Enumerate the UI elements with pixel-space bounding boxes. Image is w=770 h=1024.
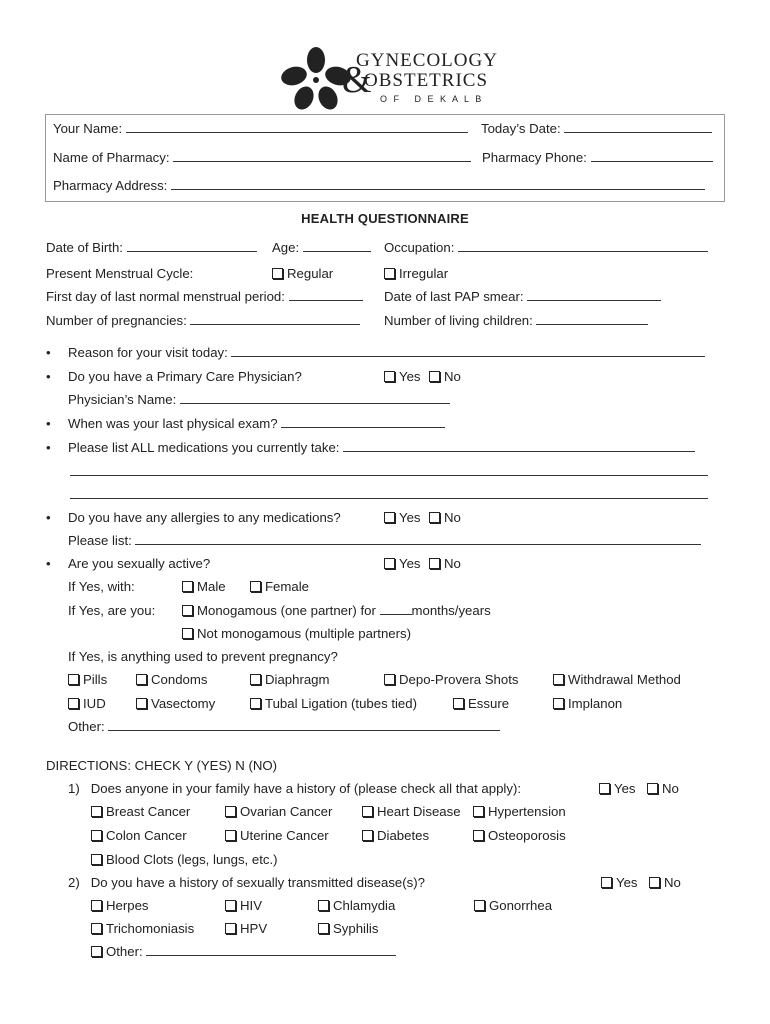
bc-diaphragm-checkbox[interactable] bbox=[250, 672, 330, 688]
physician-name-line[interactable] bbox=[180, 392, 450, 404]
fh-checkbox[interactable] bbox=[91, 804, 190, 820]
fh-label: Osteoporosis bbox=[488, 828, 566, 843]
no-label: No bbox=[444, 556, 461, 571]
your-name-field[interactable] bbox=[53, 121, 468, 137]
menstrual-label: Present Menstrual Cycle: bbox=[46, 266, 194, 281]
checkbox-icon bbox=[599, 783, 610, 794]
monogamous-checkbox[interactable] bbox=[182, 603, 491, 619]
irregular-checkbox[interactable] bbox=[384, 266, 448, 282]
last-exam-line[interactable] bbox=[281, 416, 445, 428]
male-checkbox[interactable] bbox=[182, 579, 226, 595]
children-line[interactable] bbox=[536, 313, 648, 325]
months-years-label: months/years bbox=[411, 603, 491, 618]
children-label: Number of living children: bbox=[384, 313, 533, 328]
months-line[interactable] bbox=[380, 603, 412, 615]
reason-label: Reason for your visit today: bbox=[68, 345, 228, 360]
if-yes-are-you-label: If Yes, are you: bbox=[68, 603, 156, 618]
bc-label: Essure bbox=[468, 696, 510, 711]
yes-label: Yes bbox=[616, 875, 638, 890]
std-label: Trichomoniasis bbox=[106, 921, 195, 936]
pcp-yes-checkbox[interactable] bbox=[384, 369, 421, 385]
checkbox-icon bbox=[453, 698, 464, 709]
checkbox-icon bbox=[601, 877, 612, 888]
checkbox-icon bbox=[91, 923, 102, 934]
female-label: Female bbox=[265, 579, 309, 594]
bc-tubal-checkbox[interactable] bbox=[250, 696, 417, 712]
pregnancies-field[interactable] bbox=[46, 313, 360, 329]
std-no-checkbox[interactable] bbox=[649, 875, 681, 891]
checkbox-icon bbox=[272, 268, 283, 279]
checkbox-icon bbox=[91, 946, 102, 957]
active-no-checkbox[interactable] bbox=[429, 556, 461, 572]
checkbox-icon bbox=[429, 512, 440, 523]
checkbox-icon bbox=[182, 581, 193, 592]
std-label: Chlamydia bbox=[333, 898, 396, 913]
allergies-list-line[interactable] bbox=[135, 533, 701, 545]
dob-line[interactable] bbox=[127, 240, 257, 252]
checkbox-icon bbox=[384, 268, 395, 279]
std-checkbox[interactable] bbox=[474, 898, 552, 914]
checkbox-icon bbox=[362, 830, 373, 841]
bc-label: Pills bbox=[83, 672, 108, 687]
yes-label: Yes bbox=[399, 510, 421, 525]
other-line[interactable] bbox=[108, 719, 500, 731]
checkbox-icon bbox=[136, 674, 147, 685]
family-yes-checkbox[interactable] bbox=[599, 781, 636, 797]
regular-checkbox[interactable] bbox=[272, 266, 333, 282]
std-checkbox[interactable] bbox=[318, 921, 378, 937]
bc-withdrawal-checkbox[interactable] bbox=[553, 672, 681, 688]
pcp-question: Do you have a Primary Care Physician? bbox=[68, 369, 302, 384]
bc-label: Implanon bbox=[568, 696, 623, 711]
no-label: No bbox=[662, 781, 679, 796]
no-label: No bbox=[444, 510, 461, 525]
fh-label: Hypertension bbox=[488, 804, 566, 819]
pharmacy-name-label: Name of Pharmacy: bbox=[53, 150, 170, 165]
first-day-field[interactable] bbox=[46, 289, 363, 305]
reason-field[interactable] bbox=[68, 345, 705, 361]
std-checkbox[interactable] bbox=[225, 921, 267, 937]
std-question: 2) Do you have a history of sexually transmitted disease(s)? bbox=[68, 875, 425, 890]
not-monogamous-label: Not monogamous (multiple partners) bbox=[197, 626, 412, 641]
physician-name-field[interactable] bbox=[68, 392, 450, 408]
checkbox-icon bbox=[91, 854, 102, 865]
bc-label: Withdrawal Method bbox=[568, 672, 681, 687]
std-checkbox[interactable] bbox=[91, 921, 194, 937]
pharmacy-address-field[interactable] bbox=[53, 178, 705, 194]
checkbox-icon bbox=[318, 923, 329, 934]
checkbox-icon bbox=[384, 674, 395, 685]
checkbox-icon bbox=[91, 900, 102, 911]
checkbox-icon bbox=[250, 581, 261, 592]
pregnancies-line[interactable] bbox=[190, 313, 360, 325]
dob-label: Date of Birth: bbox=[46, 240, 123, 255]
todays-date-label: Today’s Date: bbox=[481, 121, 561, 136]
checkbox-icon bbox=[473, 830, 484, 841]
checkbox-icon bbox=[136, 698, 147, 709]
bullet: • bbox=[46, 416, 51, 431]
std-checkbox[interactable] bbox=[225, 898, 262, 914]
fh-checkbox[interactable] bbox=[362, 828, 429, 844]
yes-label: Yes bbox=[614, 781, 636, 796]
bullet: • bbox=[46, 556, 51, 571]
pharmacy-phone-line[interactable] bbox=[591, 150, 713, 162]
yes-label: Yes bbox=[399, 556, 421, 571]
std-label: HPV bbox=[240, 921, 268, 936]
fh-label: Heart Disease bbox=[377, 804, 461, 819]
checkbox-icon bbox=[649, 877, 660, 888]
checkbox-icon bbox=[91, 830, 102, 841]
bc-label: Depo-Provera Shots bbox=[399, 672, 519, 687]
pharmacy-phone-field[interactable] bbox=[482, 150, 713, 166]
no-label: No bbox=[664, 875, 681, 890]
directions-heading: DIRECTIONS: CHECK Y (YES) N (NO) bbox=[46, 758, 278, 773]
your-name-label: Your Name: bbox=[53, 121, 123, 136]
std-yes-checkbox[interactable] bbox=[601, 875, 638, 891]
medications-line-3[interactable] bbox=[70, 487, 708, 503]
std-label: HIV bbox=[240, 898, 262, 913]
std-other-field[interactable] bbox=[91, 944, 396, 960]
fh-label: Breast Cancer bbox=[106, 804, 191, 819]
checkbox-icon bbox=[473, 806, 484, 817]
practice-logo bbox=[280, 44, 498, 116]
bc-vasectomy-checkbox[interactable] bbox=[136, 696, 215, 712]
fh-label: Ovarian Cancer bbox=[240, 804, 333, 819]
active-yes-checkbox[interactable] bbox=[384, 556, 421, 572]
medications-field[interactable] bbox=[68, 440, 695, 456]
checkbox-icon bbox=[318, 900, 329, 911]
std-other-line[interactable] bbox=[146, 944, 396, 956]
bc-label: Vasectomy bbox=[151, 696, 216, 711]
allergies-list-field[interactable] bbox=[68, 533, 701, 549]
pap-field[interactable] bbox=[384, 289, 661, 305]
checkbox-icon bbox=[182, 605, 193, 616]
checkbox-icon bbox=[553, 674, 564, 685]
checkbox-icon bbox=[429, 371, 440, 382]
logo-line1: GYNECOLOGY bbox=[356, 50, 498, 71]
checkbox-icon bbox=[91, 806, 102, 817]
bc-pills-checkbox[interactable] bbox=[68, 672, 107, 688]
bullet: • bbox=[46, 440, 51, 455]
bc-condoms-checkbox[interactable] bbox=[136, 672, 207, 688]
todays-date-line[interactable] bbox=[564, 121, 712, 133]
checkbox-icon bbox=[225, 806, 236, 817]
bc-label: Diaphragm bbox=[265, 672, 330, 687]
last-exam-field[interactable] bbox=[68, 416, 445, 432]
logo-ampersand: & bbox=[342, 59, 372, 101]
bc-iud-checkbox[interactable] bbox=[68, 696, 106, 712]
other-label: Other: bbox=[106, 944, 143, 959]
please-list-label: Please list: bbox=[68, 533, 132, 548]
pharmacy-name-field[interactable] bbox=[53, 150, 471, 166]
checkbox-icon bbox=[225, 900, 236, 911]
medications-label: Please list ALL medications you currently take: bbox=[68, 440, 340, 455]
fh-checkbox[interactable] bbox=[473, 828, 566, 844]
monogamous-label: Monogamous (one partner) for bbox=[197, 603, 376, 618]
no-label: No bbox=[444, 369, 461, 384]
occupation-label: Occupation: bbox=[384, 240, 455, 255]
checkbox-icon bbox=[225, 923, 236, 934]
bc-label: IUD bbox=[83, 696, 106, 711]
your-name-line[interactable] bbox=[126, 121, 468, 133]
medications-line-2[interactable] bbox=[70, 464, 708, 480]
first-day-line[interactable] bbox=[289, 289, 363, 301]
bc-essure-checkbox[interactable] bbox=[453, 696, 509, 712]
checkbox-icon bbox=[250, 698, 261, 709]
regular-label: Regular bbox=[287, 266, 334, 281]
pregnancies-label: Number of pregnancies: bbox=[46, 313, 187, 328]
checkbox-icon bbox=[474, 900, 485, 911]
checkbox-icon bbox=[384, 558, 395, 569]
pcp-no-checkbox[interactable] bbox=[429, 369, 461, 385]
family-no-checkbox[interactable] bbox=[647, 781, 679, 797]
fh-label: Colon Cancer bbox=[106, 828, 187, 843]
fh-label: Uterine Cancer bbox=[240, 828, 329, 843]
female-checkbox[interactable] bbox=[250, 579, 309, 595]
fh-checkbox[interactable] bbox=[225, 804, 332, 820]
children-field[interactable] bbox=[384, 313, 648, 329]
checkbox-icon bbox=[429, 558, 440, 569]
bullet: • bbox=[46, 345, 51, 360]
age-label: Age: bbox=[272, 240, 300, 255]
checkbox-icon bbox=[384, 512, 395, 523]
bc-label: Tubal Ligation (tubes tied) bbox=[265, 696, 417, 711]
checkbox-icon bbox=[384, 371, 395, 382]
fh-checkbox[interactable] bbox=[362, 804, 461, 820]
bullet: • bbox=[46, 369, 51, 384]
first-day-label: First day of last normal menstrual period: bbox=[46, 289, 285, 304]
prevent-question: If Yes, is anything used to prevent pregnancy? bbox=[68, 649, 338, 664]
pharmacy-phone-label: Pharmacy Phone: bbox=[482, 150, 587, 165]
bc-implanon-checkbox[interactable] bbox=[553, 696, 622, 712]
pharmacy-address-line[interactable] bbox=[171, 178, 705, 190]
reason-line[interactable] bbox=[231, 345, 705, 357]
checkbox-icon bbox=[68, 674, 79, 685]
pap-line[interactable] bbox=[527, 289, 661, 301]
checkbox-icon bbox=[250, 674, 261, 685]
std-label: Syphilis bbox=[333, 921, 379, 936]
logo-line2: OBSTETRICS bbox=[364, 70, 489, 91]
fh-label: Blood Clots (legs, lungs, etc.) bbox=[106, 852, 278, 867]
page-title: HEALTH QUESTIONNAIRE bbox=[301, 211, 469, 226]
std-checkbox[interactable] bbox=[318, 898, 395, 914]
checkbox-icon bbox=[68, 698, 79, 709]
fh-checkbox[interactable] bbox=[91, 852, 278, 868]
fh-label: Diabetes bbox=[377, 828, 430, 843]
pharmacy-name-line[interactable] bbox=[173, 150, 471, 162]
male-label: Male bbox=[197, 579, 226, 594]
occupation-line[interactable] bbox=[458, 240, 708, 252]
std-label: Gonorrhea bbox=[489, 898, 553, 913]
todays-date-field[interactable] bbox=[481, 121, 712, 137]
physician-name-label: Physician’s Name: bbox=[68, 392, 177, 407]
yes-label: Yes bbox=[399, 369, 421, 384]
checkbox-icon bbox=[362, 806, 373, 817]
medications-line[interactable] bbox=[343, 440, 695, 452]
age-field[interactable] bbox=[272, 240, 371, 256]
fh-checkbox[interactable] bbox=[473, 804, 566, 820]
occupation-field[interactable] bbox=[384, 240, 708, 256]
sexually-active-question: Are you sexually active? bbox=[68, 556, 211, 571]
fh-checkbox[interactable] bbox=[91, 828, 187, 844]
checkbox-icon bbox=[225, 830, 236, 841]
last-exam-label: When was your last physical exam? bbox=[68, 416, 278, 431]
bc-depo-checkbox[interactable] bbox=[384, 672, 518, 688]
not-monogamous-checkbox[interactable] bbox=[182, 626, 411, 642]
dob-field[interactable] bbox=[46, 240, 257, 256]
if-yes-with-label: If Yes, with: bbox=[68, 579, 135, 594]
family-history-question: 1) Does anyone in your family have a history of (please check all that apply): bbox=[68, 781, 521, 796]
checkbox-icon bbox=[647, 783, 658, 794]
checkbox-icon bbox=[553, 698, 564, 709]
bullet: • bbox=[46, 510, 51, 525]
bc-other-field[interactable] bbox=[68, 719, 500, 735]
allergies-yes-checkbox[interactable] bbox=[384, 510, 421, 526]
std-checkbox[interactable] bbox=[91, 898, 149, 914]
allergies-question: Do you have any allergies to any medications? bbox=[68, 510, 341, 525]
fh-checkbox[interactable] bbox=[225, 828, 329, 844]
allergies-no-checkbox[interactable] bbox=[429, 510, 461, 526]
irregular-label: Irregular bbox=[399, 266, 449, 281]
pap-label: Date of last PAP smear: bbox=[384, 289, 524, 304]
bc-label: Condoms bbox=[151, 672, 208, 687]
other-label: Other: bbox=[68, 719, 105, 734]
checkbox-icon bbox=[182, 628, 193, 639]
age-line[interactable] bbox=[303, 240, 371, 252]
logo-line3: O F D E K A L B bbox=[380, 94, 484, 104]
std-label: Herpes bbox=[106, 898, 149, 913]
pharmacy-address-label: Pharmacy Address: bbox=[53, 178, 168, 193]
